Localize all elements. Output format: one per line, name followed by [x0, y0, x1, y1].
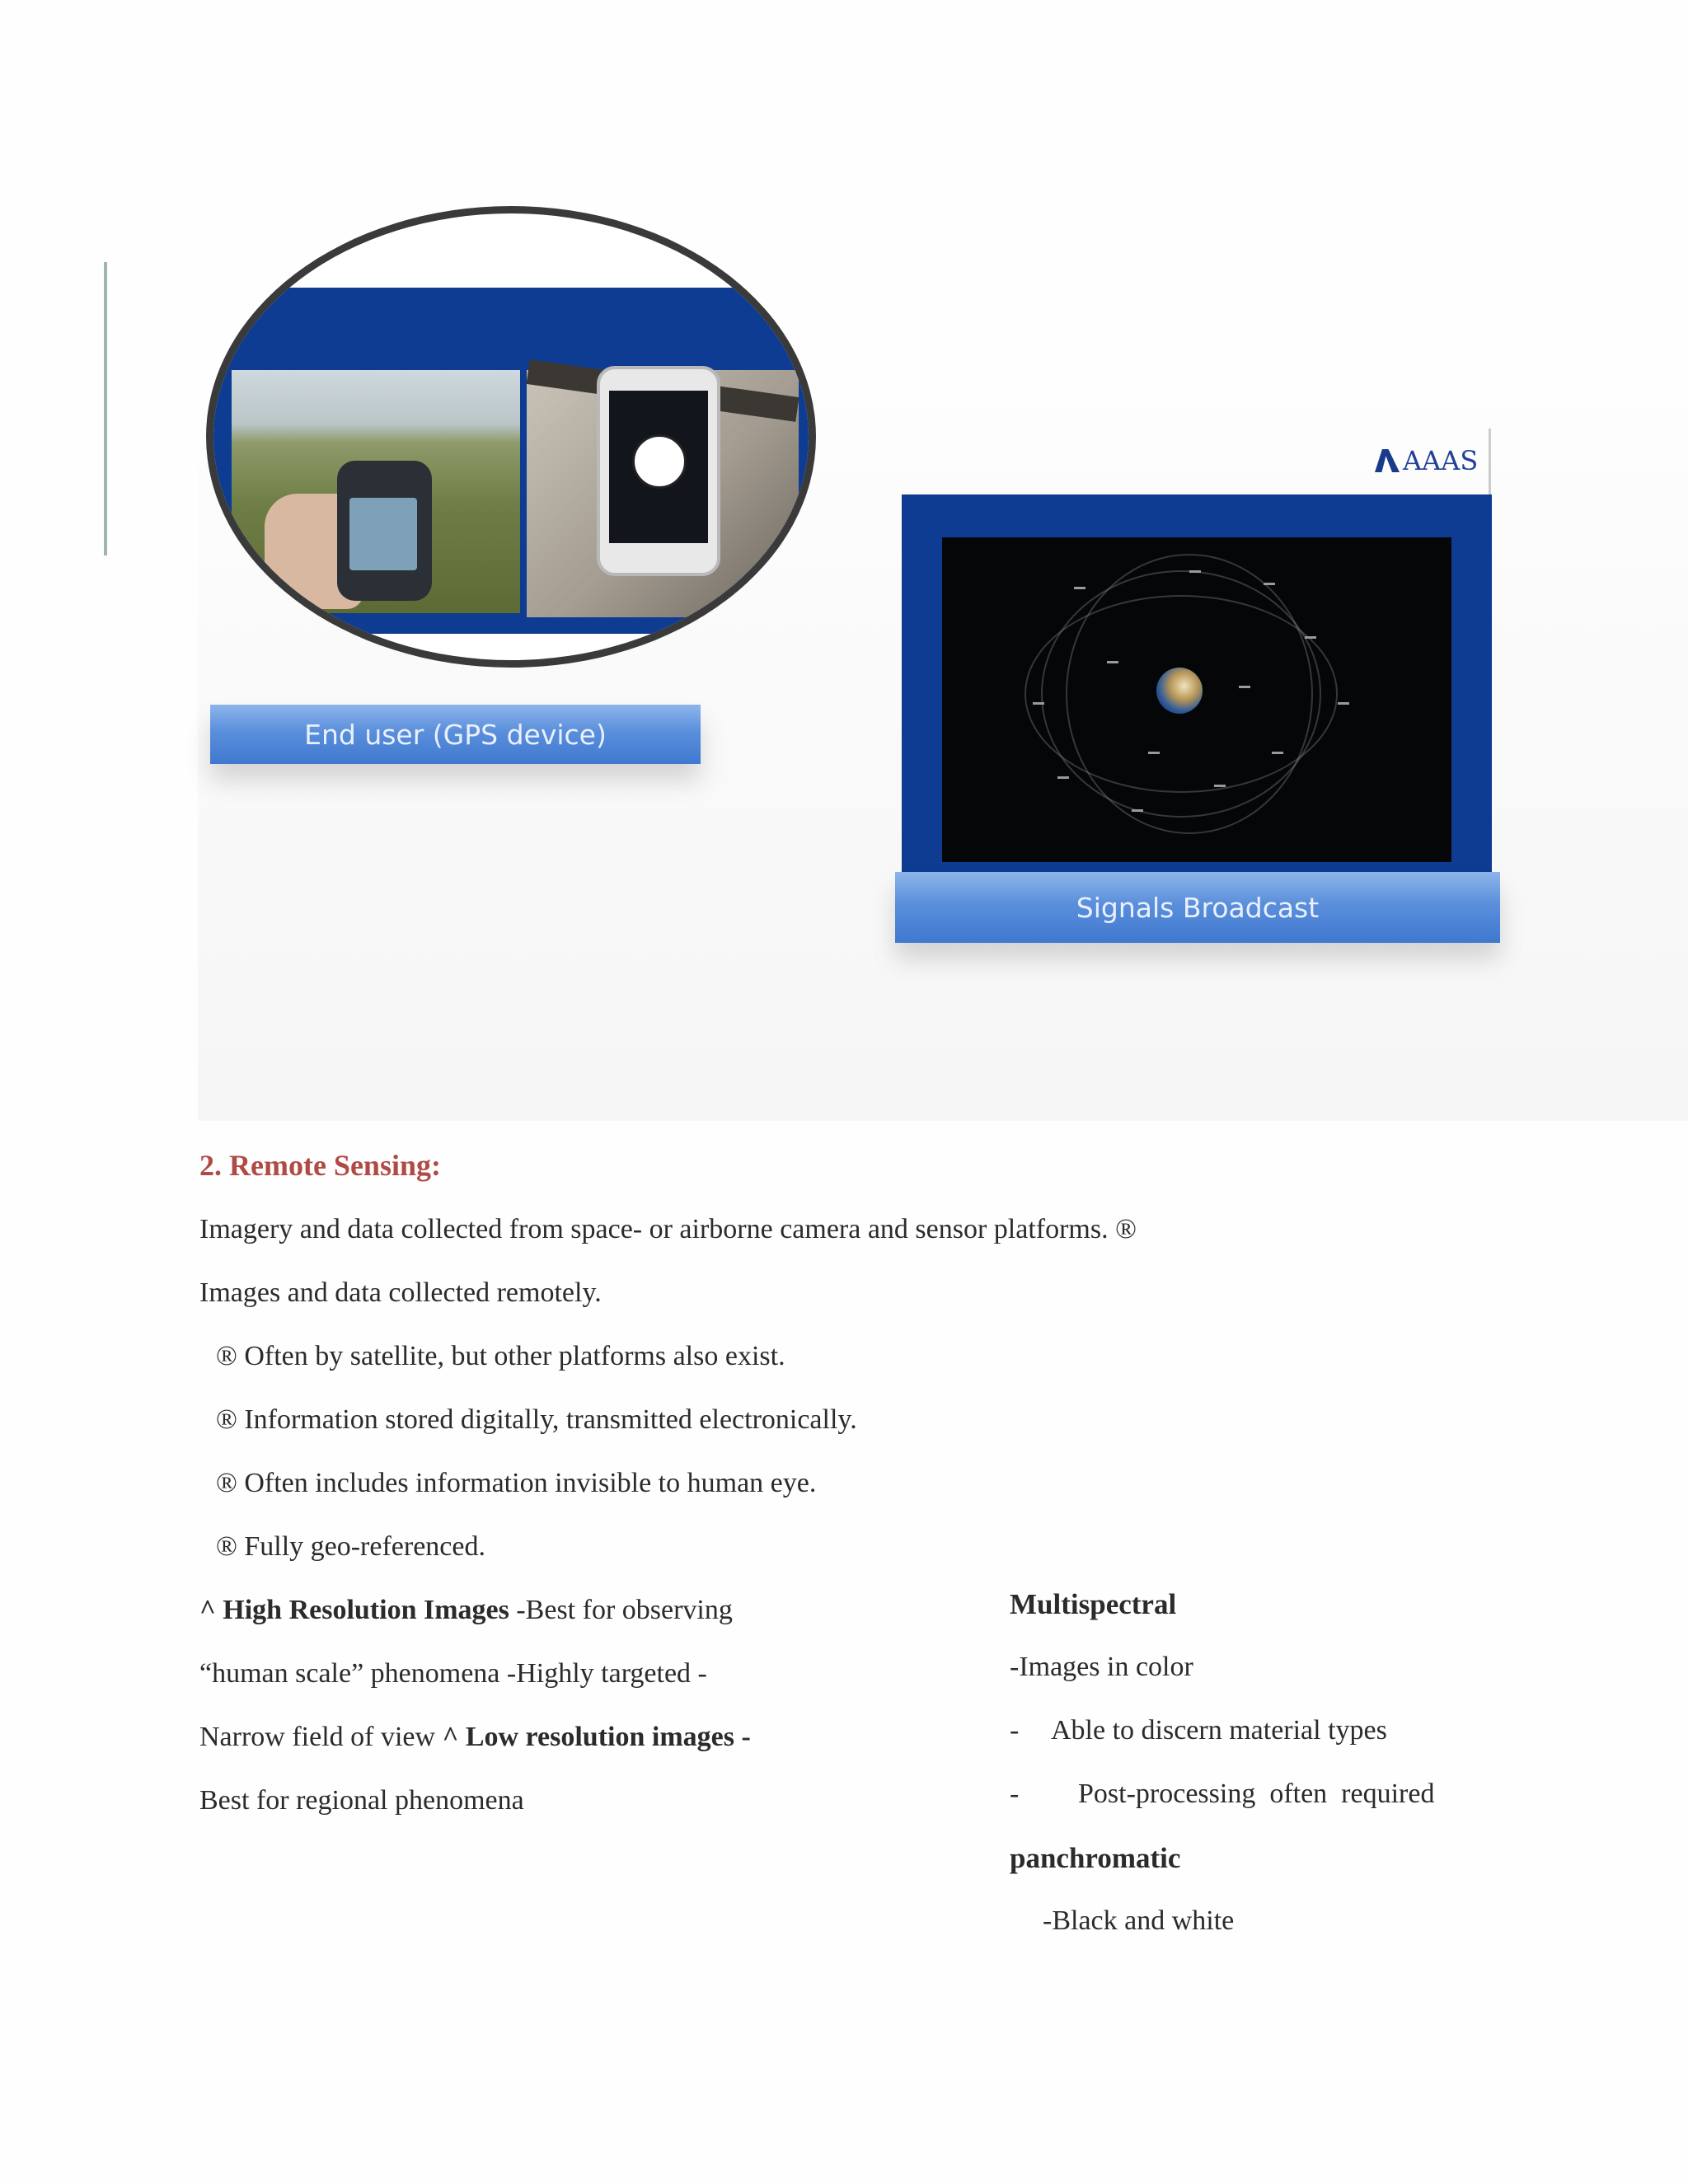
list-item: -Black and white	[1043, 1905, 1235, 1936]
satellite-icon	[1214, 785, 1226, 787]
list-item-dash: -	[1010, 1779, 1020, 1809]
low-resolution-line	[199, 1722, 751, 1753]
bullet-line: ® Often by satellite, but other platforms also exist.	[216, 1341, 785, 1371]
body-line: Best for regional phenomena	[199, 1785, 524, 1816]
caret: ^	[199, 1595, 216, 1625]
satellite-icon	[1189, 570, 1201, 573]
section-heading: 2. Remote Sensing:	[199, 1149, 441, 1182]
high-resolution-desc: -Best for observing	[516, 1595, 733, 1625]
bullet-line: ® Often includes information invisible to human eye.	[216, 1468, 817, 1498]
list-item: Post-processing often required	[1078, 1779, 1435, 1809]
body-line: “human scale” phenomena -Highly targeted -	[199, 1658, 707, 1689]
narrow-field-text: Narrow field of view	[199, 1722, 436, 1752]
low-resolution-title: Low resolution images -	[465, 1722, 751, 1752]
aaas-logo	[1375, 445, 1478, 476]
satellite-icon	[1264, 583, 1275, 585]
satellite-icon	[1272, 752, 1283, 754]
high-resolution-line	[199, 1595, 733, 1626]
panchromatic-title: panchromatic	[1010, 1842, 1181, 1874]
earth-icon	[1156, 668, 1203, 714]
list-item-dash: -	[1010, 1715, 1020, 1746]
satellite-icon	[1338, 702, 1349, 705]
satellite-icon	[1057, 776, 1069, 779]
bullet-line: ® Information stored digitally, transmitted electronically.	[216, 1404, 857, 1435]
satellite-constellation-image	[942, 537, 1451, 862]
body-line: Images and data collected remotely.	[199, 1277, 602, 1308]
end-user-label: End user (GPS device)	[210, 705, 701, 764]
satellite-icon	[1107, 661, 1118, 663]
caret: ^	[442, 1722, 459, 1752]
compass-icon	[632, 434, 687, 489]
logo-divider	[1489, 429, 1491, 494]
high-resolution-title: High Resolution Images	[223, 1595, 509, 1625]
bullet-line: ® Fully geo-referenced.	[216, 1531, 485, 1562]
body-line: Imagery and data collected from space- or airborne camera and sensor platforms. ®	[199, 1214, 1137, 1244]
satellite-icon	[1074, 587, 1085, 589]
satellite-icon	[1305, 636, 1316, 639]
gps-screen	[349, 498, 417, 570]
satellite-icon	[1132, 809, 1143, 812]
aaas-logo-text: AAAS	[1403, 445, 1479, 476]
satellite-icon	[1033, 702, 1044, 705]
margin-rule	[104, 262, 107, 555]
satellite-icon	[1239, 686, 1250, 688]
list-item: Able to discern material types	[1051, 1715, 1387, 1746]
multispectral-title: Multispectral	[1010, 1588, 1177, 1620]
signals-broadcast-label: Signals Broadcast	[895, 872, 1500, 943]
gps-device-photo-oval	[206, 206, 816, 668]
aaas-logo-mark-icon	[1375, 449, 1400, 472]
list-item: -Images in color	[1010, 1652, 1193, 1682]
satellite-icon	[1148, 752, 1160, 754]
